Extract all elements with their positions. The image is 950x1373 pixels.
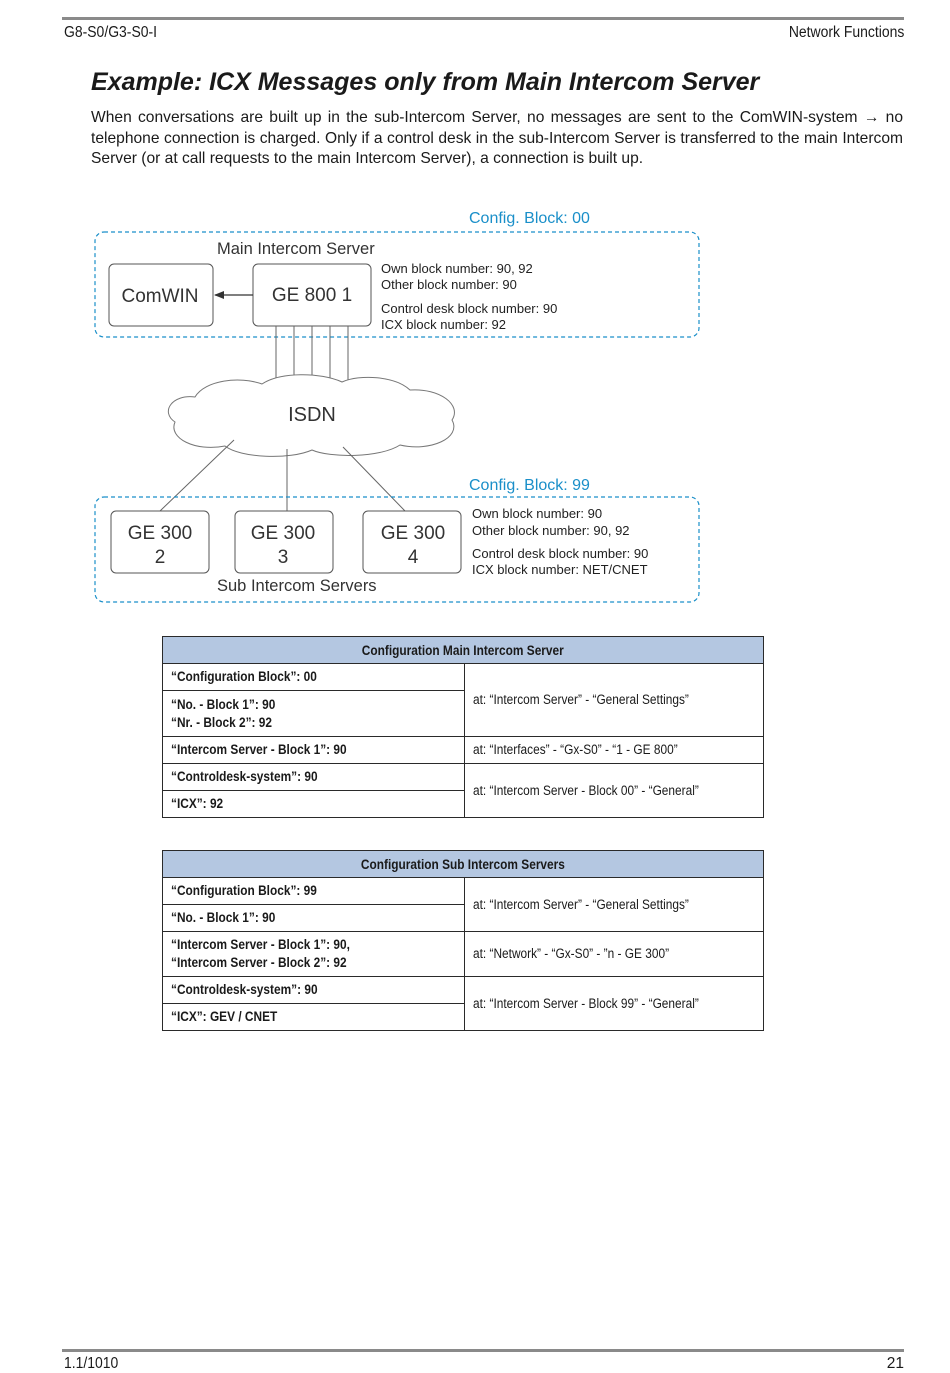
table-cell: “Intercom Server - Block 1”: 90 [163,737,465,764]
table-row [163,664,764,691]
comwin-label: ComWIN [121,286,199,307]
main-other-block: Other block number: 90 [381,277,517,292]
document-version: 1.1/1010 [64,1355,119,1372]
table-cell: “No. - Block 1”: 90 “Nr. - Block 2”: 92 [163,691,465,737]
chapter-title: Network Functions [788,24,904,41]
page-number: 21 [886,1355,904,1372]
table-cell: at: “Network” - “Gx-S0” - ”n - GE 300” [465,932,764,977]
table-cell: “Configuration Block”: 99 [163,878,465,905]
s0-lines [276,326,348,383]
table-cell: at: “Intercom Server” - “General Settings” [465,664,764,737]
intro-paragraph: When conversations are built up in the sub-Intercom Server, no messages are sent to the ComWIN-system → no telephone connection is charged. Only if a control desk in the sub-Intercom Server is transferred to the main Intercom Server (or at call requests to the main Intercom Server), a connection is built up. [91,109,903,167]
table-row [163,764,764,791]
table-row [163,737,764,764]
main-server-label: Main Intercom Server [217,240,375,258]
ge300-2-number: 2 [154,547,166,568]
table-cell: “Controldesk-system”: 90 [163,764,465,791]
document-code: G8-S0/G3-S0-I [64,24,158,41]
main-icx-block: ICX block number: 92 [381,317,507,332]
ge300-3-number: 3 [277,547,289,568]
ge300-4-model: GE 300 [380,523,446,544]
config-sub-table [162,850,764,1031]
table-row [163,878,764,905]
network-diagram [0,0,950,620]
table-cell: at: “Intercom Server” - “General Settings” [465,878,764,932]
table-header: Configuration Main Intercom Server [163,637,764,664]
isdn-label: ISDN [288,404,336,426]
table-cell: at: “Intercom Server - Block 00” - “General” [465,764,764,818]
config-main-table [162,636,764,818]
sub-servers-label: Sub Intercom Servers [217,577,377,595]
table-cell: at: “Interfaces” - “Gx-S0” - “1 - GE 800” [465,737,764,764]
config-block-99-label: Config. Block: 99 [469,477,590,494]
main-own-block: Own block number: 90, 92 [381,261,533,276]
config-block-00-label: Config. Block: 00 [469,210,590,227]
table-row [163,932,764,977]
table-cell: “Configuration Block”: 00 [163,664,465,691]
table-cell: “No. - Block 1”: 90 [163,905,465,932]
table-cell: “ICX”: 92 [163,791,465,818]
table-header: Configuration Sub Intercom Servers [163,851,764,878]
table-cell: “ICX”: GEV / CNET [163,1004,465,1031]
main-control-desk-block: Control desk block number: 90 [381,301,558,316]
ge300-2-model: GE 300 [127,523,193,544]
sub-own-block: Own block number: 90 [472,506,603,521]
footer-rule [62,1349,904,1352]
table-cell: at: “Intercom Server - Block 99” - “General” [465,977,764,1031]
sub-control-desk-block: Control desk block number: 90 [472,546,649,561]
ge800-label: GE 800 1 [271,285,353,306]
ge300-4-number: 4 [407,547,419,568]
table-cell: “Intercom Server - Block 1”: 90, “Intercom Server - Block 2”: 92 [163,932,465,977]
table-cell: “Controldesk-system”: 90 [163,977,465,1004]
ge300-3-model: GE 300 [250,523,316,544]
sub-icx-block: ICX block number: NET/CNET [472,562,648,577]
section-title: Example: ICX Messages only from Main Intercom Server [91,68,760,96]
sub-other-block: Other block number: 90, 92 [472,523,630,538]
table-row [163,977,764,1004]
